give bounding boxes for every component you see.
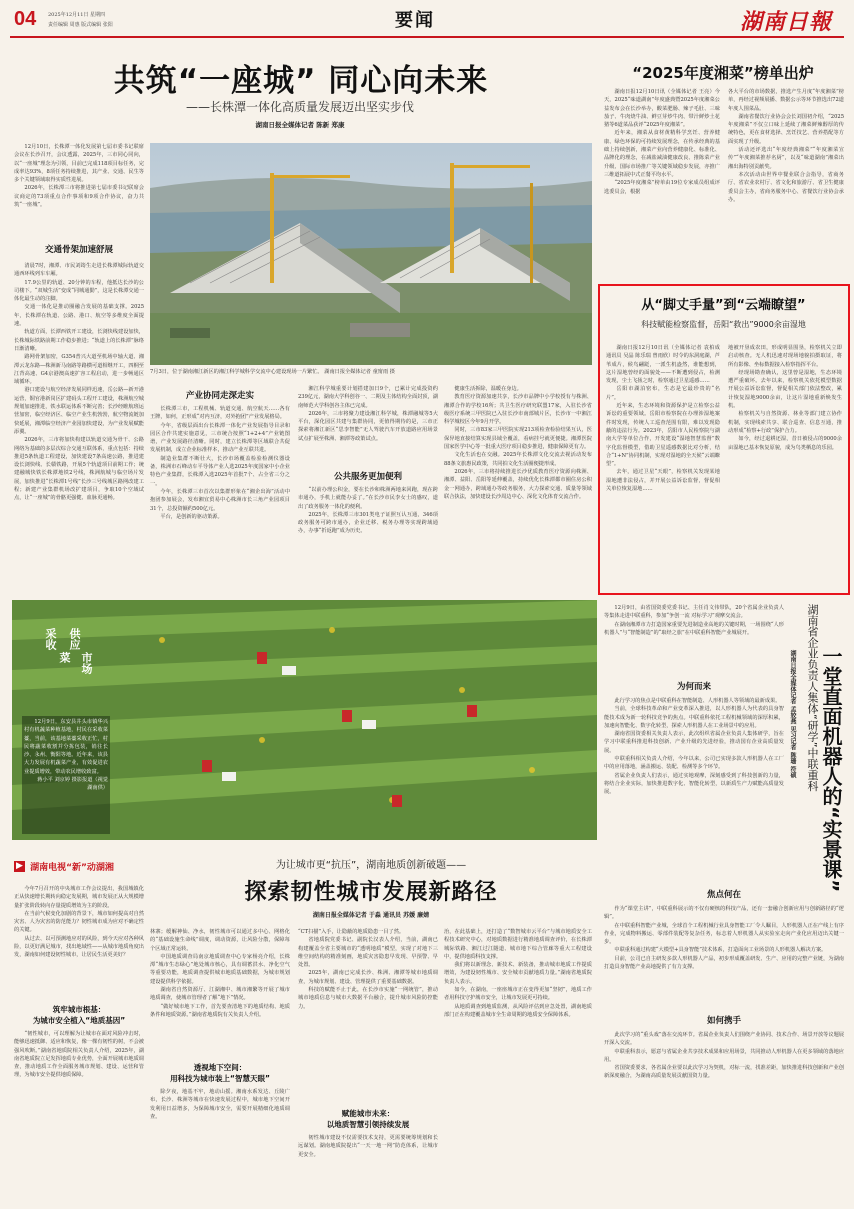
lead-headline: 共筑“一座城” 同心向未来 [113, 63, 489, 99]
paragraph: 近年来，生态环境和资源保护是立检察公益诉讼的重要领域。岳阳市检察院在办理涉湿地案件时发现，传统人工巡查范围有限，难以发现隐蔽的违法行为。2023年，岳阳市人民检察院与湖南大学等单位合作，开发建设“湿地智慧监督”数字化监督模型，借助卫星遥感数据比对分析，结合“1+N”协同机制，实现对湿地的全天候“云端瞭望”。 [606, 403, 720, 468]
lead-column-1 [14, 262, 144, 582]
paragraph: 教育医疗资源加速共享，长沙市品牌中小学校授有与株洲、湘潭合作的学校16所；共卫生医疗研究联盟17家，入驻长沙省级医疗系统三甲医院已入驻长沙市南部城片区，长沙市一中湘江科学城校区今年9月开学。 [444, 394, 592, 426]
story-zoomlion-byline [788, 650, 800, 870]
header-editors: 责任编辑 周惠 版式编辑 张阳 [48, 22, 113, 28]
paragraph: 除夕夜，地基不牢，地动山摇。湘南水系发达、丘陵广布，长沙、株洲等城市在快速发展过程中，城市地下空间开发利用日益增多，为保障城市安全，需要开展精细化地质调查。 [150, 1089, 290, 1120]
lead-subhead-industry: 产业协同走深走实 [185, 391, 254, 401]
paragraph: 2026年，三市将持续推进长沙优质教育医疗资源向株洲、湘潭、益阳、岳阳等延伸覆盖，持续优化长株潭都市圈住房公积金一网通办，跨域通办等政务服务，大力探索交通、质量等领域联合执法，加快建设长沙周边中心、深化文化体育交流合作。 [444, 468, 592, 500]
story-zoomlion-lead [604, 604, 784, 672]
story-wetland-col-1 [606, 344, 720, 589]
section-title: 要闻 [395, 10, 435, 31]
paragraph: 近年来，湘菜从食材黄精科学烹饪、营养健康、绿色环保的可持续发展理念，在传承经典的基础上持续创新，湘菜产业向营养健康化、标准化、品牌化的理念，在减盐减油健康改良、推陈菜产业升级、国际市场推广等关键领域稳步发展，亦推广三维道拓展中式正餐平均水平。 [604, 130, 720, 178]
paragraph: 今年7月召开的中央城市工作会议提出，我国城镇化正从快速增长期转向稳定发展期，城市发展正从大规模增量扩张阶段转向存量提质增效为主的阶段。 [14, 886, 144, 909]
story-resilience-title: 探索韧性城市发展新路径 [244, 879, 498, 905]
paragraph: “CT扫描”入手，让隐蔽的地质隐患一目了然。 [298, 929, 405, 935]
paragraph: 17.9公里的轨道、20分钟的车程，他抵达长沙的公司楼下。“双城生活”变成“同城通勤”，这是长株潭交通一体化最生动的注脚。 [14, 279, 144, 303]
story-zoomlion-title [804, 604, 846, 894]
story-resilience-byline: 湖南日报全媒体记者 于淼 通讯员 苏媛 廉婧 [312, 912, 430, 919]
paragraph: 2026年，三市将聚力建设湘江科学城，株潭融城等5大平台，深化园区共建与集群协同，更值得期待的是，三市正探索将湘江新区“思李智能”无人驾驶汽车开放道路应用场景试点扩展至株洲、湘潭等政策试点。 [298, 410, 438, 442]
story-zoomlion-subhead-how: 如何携手 [706, 1016, 741, 1026]
lead-intro [14, 143, 144, 235]
paragraph: 如今，在湖南，一座座城市正在变得更加“坚韧”，地质工作者用科技守护城市安全，让城市发展更可持续。 [444, 987, 592, 1002]
paragraph: 活动还评选出“年度经典湘菜”“年度湘菜宣传”“年度湘菜推荐名厨”，以及“味道湖南”湘菜出湘出海特别贡献奖。 [728, 147, 844, 170]
paragraph: 中联重科表示，愿意与省属企业共享技术成果和应用场景，共同推动人形机器人在更多领域的落地应用。 [604, 1048, 844, 1063]
paragraph: 在中联重科智能产业城，全球首个工程机械行业具身智能工厂令人瞩目，人形机器人正在产线上有序作业，完成物料搬运、零部件装配等复杂任务，标志着人形机器人从实验室走向产业化应用迈出关键一步。 [604, 922, 844, 946]
subhead-line: 筑牢城市根基： [52, 1005, 106, 1014]
paragraph: 治，在此基础上，还打造了“数智城市云平台”与城市地质安全工程技术研究中心，对地质数据进行精准地质调查评价，在长株潭城际铁路、湘江过江隧道、城市地下综合管廊等重大工程建设中，提供地质科技支撑。 [444, 929, 592, 960]
paragraph: 作为“课堂主讲”，中联重科展示的不仅有硬核的科技产品，还有一套融合创新应用与创新路径的“逻辑”。 [604, 906, 844, 921]
story-resilience-col-3 [298, 928, 438, 1104]
paragraph: 此次学习的“重头戏”落在交流环节。省属企业负责人们围绕产业协同、技术合作、场景开放等议题展开深入交流。 [604, 1032, 844, 1047]
story-xiangcai-col-2 [728, 88, 844, 284]
tv-icon: ▶ [14, 861, 25, 872]
paragraph: 此行学习的焦点是中联重科在智能制造、人形机器人等领域的最新成果。 [614, 698, 781, 704]
paragraph: 经现场勘查确认，这里曾是湿地，生态环境遭严重破坏。去年以来，检察机关依托模型数据开展公益诉讼监督，督促相关部门依法整改，累计恢复湿地9000余亩，让这片湿地重新焕发生机。 [728, 369, 842, 410]
harvest-photo-label-4 [78, 652, 98, 674]
story-zoomlion-title-small: 湖南省企业负责人集体“研学”中联重科 [806, 604, 819, 792]
story-zoomlion-how [604, 1031, 844, 1201]
story-zoomlion-title-main: 一堂直面机器人的“实景课” [819, 646, 843, 893]
paragraph: 去年，通过卫星“天眼”，检察机关发现某地湿地遭非法侵占，并开展公益诉讼监督，督促相关单位恢复湿地…… [606, 469, 720, 493]
paragraph: 2026年，长株潭三市将推进第七届市委书记联席会议商定的73项重点合作事项和9项合作协议，奋力共筑“一座城”。 [14, 185, 144, 209]
story-resilience-col-2 [150, 928, 290, 1058]
paragraph: 轨道方面，长潭西铁开工建设，长浏快线建设加快，长株城际铁路前期工作稳步推进；“轨道上的长株潭”脉络日渐清晰。 [14, 329, 144, 352]
paragraph: 岳阳市湖泊密布，生态是它最珍贵的“名片”。 [606, 386, 720, 401]
lead-column-3b [298, 486, 438, 582]
story-zoomlion-subhead-why: 为何而来 [676, 682, 711, 692]
paragraph: 中联重科相关负责人介绍，今年以来，公司已实现多款人形机器人在工厂中的应用落地，涵盖搬运、装配、检测等多个环节。 [604, 756, 784, 771]
paragraph: 中国地质调查局南京地质调查中心专家杨亮介绍，长株潭“城市生态绿心”地处城市核心，具有调蓄洪水、净化空气等重要功能，地质调查提供城市地质基础数据，为城市规划建设提供科学依据。 [150, 953, 290, 985]
paragraph: “以前办理公积金，要在长沙和株洲两地来回跑，现在跨市通办，手机上就能办妥了。”在长沙市民李女士的感叹，道出了政务服务一体化的便利。 [298, 487, 438, 510]
paragraph: 长株潭三市，工程机械、轨道交通、航空航天……各有王牌，如何，正形成“对内互济，对外抱团”产业发展格局。 [150, 406, 290, 421]
story-resilience-subhead-3 [298, 1108, 438, 1130]
subhead-line: 以地质智慧引领持续发展 [326, 1120, 410, 1129]
paragraph: 从过去、以可预测地应对的风险，到今天应对各种风险，以更好满足城市，找出地域性——从城市地质角度出发，湖南如何建设韧性城市，让居民生活更美好？ [14, 935, 144, 959]
paragraph: 2026年，三市将加快构建以轨道交通为骨干、公路网络为基础的多层次综合交通互联体系，重点包括：持续推进5条轨道工程建设，加快建设7条高速公路，推进建设长浏快线、长赣铁路，开展5个轨道项目前期工作；统建融城快铁长株潭地铁2号线，株洲航城与临空场片发展，加快推进“长株潭1号线”长沙三号线城区路网改建工程；新建产业集群机场改扩建项目，争取10个空域试点，让“一座城”的骨骼更强健、血脉更通畅。 [14, 437, 144, 502]
paragraph: 在当前气候变化加剧的背景下，城市如何提高对自然灾害、人为灾害的防范能力？韧性城市成为应对不确定性的关键。 [14, 910, 144, 934]
paragraph: 平台，是创新的驱动策源。 [160, 513, 223, 520]
paragraph: 湘江科学城重要计划搭建加日9个，已累计完成投资约239亿元，湖南大学科创谷一、二期及主体结构全面封顶，湖南师范大学科创谷主体已完成。 [298, 386, 438, 409]
story-wetland-box [598, 284, 850, 595]
paragraph: 省属企业负责人们表示，通过实地观摩，深刻感受到了科技创新的力量，将结合企业实际，加快推进数字化、智能化转型，以新质生产力赋能高质量发展。 [604, 772, 784, 796]
paragraph: 省地质院党委书记、副院长汉表人介绍，当前，湖南已构建覆盖全省主要城市的“透明地质”模型，实现了对地下三维空间结构的精准刻画，地质灾害隐患早发现、早预警、早处置。 [298, 937, 438, 969]
story-xiangcai-title: “2025年度湘菜”榜单出炉 [632, 64, 814, 82]
story-resilience-col-4 [444, 928, 592, 1202]
label-text: 采收 [44, 628, 57, 650]
subhead-line: 用科技为城市装上“智慧天眼” [170, 1074, 270, 1083]
story-resilience-col-3b [298, 1134, 438, 1202]
story-resilience-col-1b [14, 1030, 144, 1202]
paragraph: 如今，经过退耕还湿，昔日被侵占的9000余亩湿地已基本恢复原貌，成为鸟类栖息的乐园。 [728, 436, 842, 451]
subhead-line: 赋能城市未来： [341, 1109, 395, 1118]
paragraph: 2025年，长株潭三市301类电子证照互认互通，346项政务服务可跨市通办，企业迁移、税务办理等实现跨域通办，办事“折返跑”成为历史。 [298, 511, 438, 535]
paragraph: 在湖南湘潭市力打造国家重要先进制造业高地的关键时期，一场围绕“人形机器人”与“智能制造”的“取经之旅”在中联重科智能产业城展开。 [604, 621, 784, 636]
lead-subhead-transport: 交通骨架加速舒展 [44, 245, 113, 255]
paragraph: 目前，公司已自主研发多款人形机器人产品，初步形成覆盖研发、生产、应用的完整产业链，为湖南打造具身智能产业高地提供了有力支撑。 [604, 955, 844, 971]
paragraph: 2025年，湖南已完成长沙、株洲、湘潭等城市地质调查，为城市规划、建设、管理提供了重要基础数据。 [298, 970, 438, 985]
paragraph: 文化生活也在交融。2025年长株潭文化交流去视活动发布88条文旅惠民政策，共同拍文化生活圈便捷形成。 [444, 452, 592, 467]
story-resilience-pretitle: 为让城市更“抗压”，湖南地质创新破题—— [275, 860, 467, 871]
newspaper-logo: 湖南日報 [740, 9, 833, 35]
harvest-photo-label-3 [66, 628, 86, 650]
harvest-photo-label-1 [44, 628, 64, 650]
lead-photo-caption: 7月3日，位于湖南湘江新区的湘江科学城科学交流中心建设现场一片繁忙。 湖南日报全媒体记者 童甯雨 摄 [150, 369, 395, 375]
paragraph: 港口建设与航空经济发展同样迅速，岳公路—新开港运营，铜官港新岗区扩建码头工程开工建设，株洲航空城规划加速推进，铁水联运体系不断完善；长沙经睢航班运营加密，临空经济区、临空产业生机勃勃，航空物流链加快延展，湘潭临空经济产业园加快建设，为产业发展赋能添翼。 [14, 387, 144, 435]
story-zoomlion-focus [604, 905, 844, 1005]
page-number: 04 [14, 8, 37, 30]
lead-byline: 湖南日报全媒体记者 陈新 郑康 [255, 121, 345, 129]
tv-logo-label [14, 856, 144, 872]
tv-label-text: 湖南电视“新”动湖湘 [30, 863, 114, 873]
label-text: 菜 [58, 652, 71, 663]
lead-column-2 [150, 405, 290, 582]
lead-subtitle: ——长株潭一体化高质量发展迈出坚实步伐 [185, 100, 414, 114]
paragraph: 湖南省自然资源厅、江湖湘中、城市湘繁等开展了城市地质调查，使城市管理者了解“地下”情况。 [150, 987, 290, 1002]
paragraph: 从地质调查到地质监测，从风险评估到应急处置，湖南地质部门正在构建覆盖城市全生命周期的地质安全保障体系。 [444, 1003, 592, 1018]
story-xiangcai-col-1 [604, 88, 720, 284]
paragraph: 科技的赋能不止于此，在长沙市实施“一网统管”，推动城市地质信息与城市大数据平台融合，提升城市风险防控能力。 [298, 987, 438, 1010]
paragraph: 地被开垦成农田，形成明显围垦，检察机关立即启动核查。无人机迅速对现场地貌拍摄取证，将所有影像、坐标数据接入检察指挥平台。 [728, 345, 842, 368]
story-resilience-subhead-1 [14, 1004, 144, 1026]
story-wetland-col-2 [728, 344, 842, 589]
header-rule [10, 36, 844, 38]
story-resilience-col-1 [14, 885, 144, 1000]
paragraph: 各大平台的市场数据，推选产生月度“年度湘菜”榜单，再经过视频展播、数据公示等环节推选出72道年度人围菜品。 [728, 89, 844, 112]
lead-column-3 [298, 385, 438, 467]
paragraph: 制造业集群不断壮大，长沙市场覆盖检验检测仪器设备，株洲市石峰动车平导体产业人选2025年度国家中小企业特色产业集群，长株潭入选2025年首批7个、占全省三分之一。 [150, 455, 290, 487]
story-zoomlion-why [604, 697, 784, 877]
paragraph: 湖南日报12月10日讯（全媒体记者 袁柏成 通讯员 吴晶 陈乐瑞 曾雨欣）时令的东洞庭湖，芦苇成片，候鸟翩跹，一派生机盎然，谁能想到，这片湿地曾经的面貌处——不断遭到侵占，检测发现，尘土飞扬之时，检察通过卫星遥感…… [606, 345, 720, 385]
label-text: 供应 [68, 628, 81, 650]
caption-credit: 蒋小平 刘京婷 摄影报道（视觉湖南供） [37, 777, 108, 792]
paragraph: 健康生活拆除，温暖在身边。 [454, 386, 522, 392]
paragraph: 中联重科通过构建“大模型+具身智能”技术体系，打造面向工业场景的人形机器人解决方案。 [614, 947, 827, 954]
paragraph: 当前，全球科技革命和产业变革深入推进，以人形机器人为代表的具身智能技术成为新一轮科技竞争的焦点。中联重科依托工程机械领域的深厚积累，加速向智能化、数字化转型，探索人形机器人在工业场景中的应用。 [604, 706, 784, 729]
paragraph: 湖南日报12月10日讯（全媒体记者 王亮）今天，2025“味道湖南”年度盛典暨2025年度湘菜公益发布会在长沙举办，酸菜肥肠、辣子毛肚、三味茄子、牛肉烧牛油、鲜豆芽炒牛肉、带汁鲜炒土花猪等6道菜品获评“2025年度湘菜”。 [604, 89, 720, 129]
paragraph: 林寨；缓解神仙、净水，韧性城市可以通过多中心、网格化的“基础设施生命线”调度，调动资源，让风险分散，保障每个区域正常运转。 [150, 929, 290, 952]
subhead-line: 为城市安全植入“地质基因” [32, 1016, 126, 1025]
story-resilience-subhead-2 [150, 1062, 290, 1084]
header-date: 2025年12月11日 星期四 [48, 12, 106, 18]
masthead [0, 0, 854, 40]
paragraph: 检察机关与自然资源、林业等部门建立协作机制，实现线索共享、联合巡查、信息互通，推动形成“检察+行政”保护合力。 [728, 411, 842, 434]
paragraph: 湖南省餐饮行业协会会长刘国初介绍，“2025年度湘菜”不仅立口味上延续了湘菜鲜辣醇厚的传统特色，更在食材选择、烹饪技艺、营养搭配等方面实现了升级。 [728, 113, 844, 145]
paragraph: 今年，省级层面出台长株潭一体化产业发展指导目录和园区合作共建实施意见，三市统合按照“1+2+4”产业链图谱，产业发展路径清晰。同时，建立长株潭等区域联合共促发展机制，成立企业标准样本，推动产业互联共进。 [150, 422, 290, 454]
paragraph: “做好城市地下工作，首先要查清地下的地质结构、地质条件和地质资源。”湖南省地质院有关负责人介绍。 [150, 1003, 290, 1018]
story-wetland-subtitle: 科技赋能检察监督，岳阳“救出”9000余亩湿地 [641, 320, 806, 329]
paragraph: 清晨7时，湘潭、市民刘筠生走进长株潭城际轨道交通西环线列车车厢。 [14, 263, 144, 278]
caption-text: 12月9日，东安县井头市镇华兴村有机蔬菜种植基地，村民在采收菜薹，当前，该基地菜薹采收正忙，村民将蔬菜收割并分拣包装，销往长沙、永州、衡阳等地。近年来，该县大力发展有机蔬菜产业，有效促进农业提质增效，带动农民增收致富。 [24, 719, 108, 775]
construction-site-illustration [150, 143, 592, 365]
lead-column-4 [444, 385, 592, 595]
lead-photo-construction [150, 143, 592, 365]
byline-text: 湖南日报全媒体记者 孟姣燕 见习记者 陈珊 符硕 [789, 650, 796, 779]
paragraph: 韧性城市建设不仅需要技术支持，更需要统筹规划和长远谋划。湖南地质院提出“一天一地一网”防范体系，让城市更安全。 [298, 1135, 438, 1158]
paragraph: 交通一体化是推动圈融合发展的基础支撑。2025年，长株潭在轨道、公路、港口、航空等多维度全面提速。 [14, 304, 144, 328]
story-zoomlion-subhead-focus: 焦点何在 [706, 890, 741, 900]
paragraph: 今年，长株潭三市首次以集群形象在“湘企出海”活动中抱团参加展会，发布湘宜贸易中心株洲市长三角产业园项目31个，总投资额约500亿元。 [150, 488, 290, 512]
story-wetland-title: 从“脚丈手量”到“云端瞭望” [641, 298, 806, 313]
paragraph: 湖南省国资委相关负责人表示，此次组织省属企业负责人集体研学，旨在学习中联重科推进科技创新、产业升级的先进经验，推动国有企业高质量发展。 [604, 731, 784, 754]
paragraph: “韧性城市，可以理解为让城市在面对风险冲击时，能够迅速抵御、适应和恢复，像一棵有韧性的树，不会被强风吹断。”湖南省地质院相关负责人介绍，2025年，湖南省地质院立足发挥地质专业优势，全面开展城市地质调查，推动地质工作全面服务城市规划、建设、运营和管理，为城市安全提供地质保障。 [14, 1031, 144, 1079]
paragraph: 我们将以新理念、新技术、新装备，推动城市地质工作提质增效，为建设韧性城市、安全城市贡献地质力量。”湖南省地质院负责人表示。 [444, 962, 592, 985]
label-text: 市场 [80, 652, 93, 674]
paragraph: 12月9日，由省国资委党委书记、主任肖文伟带队，20个省属企业负责人等集体走进中联重科，参加“争创一流 对标学习”观摩交流会。 [604, 605, 784, 620]
paragraph: “2025年度湘菜”榜单由19位专家成员组成评选委员会，根据 [604, 180, 720, 195]
paragraph: 省国资委要求，各省属企业要以此次学习为契机，对标一流，找准差距，加快推进科技创新和产业创新深度融合，为湖南高质量发展贡献国资力量。 [604, 1065, 844, 1080]
harvest-photo-label-2 [56, 652, 76, 663]
subhead-line: 透视地下空间： [193, 1063, 247, 1072]
story-resilience-col-2b [150, 1088, 290, 1202]
harvest-photo-caption [22, 716, 110, 834]
paragraph: 12月10日，长株潭一体化发展第七届市委书记联席会议在长沙召开，会议透露，2025年，三市同心同向，以“一座城”理念为引领，目前已完成118项目标任务，完成率达93%，8项任务持续推进，其产业、交通、民生等多个关键领域取得实质性进展。 [14, 144, 144, 184]
paragraph: 路网骨架加密，G354普兴大道至机场中轴大道、湘潭云龙东路—株洲新马南路等路横可道相继开工，四桐至江背高速、G4京港澳高速扩容工程启动，进一步畅通区域循环。 [14, 354, 144, 386]
lead-subhead-service: 公共服务更加便利 [333, 472, 402, 482]
paragraph: 同时，三市83家三甲医院实现213项检查检验结果互认，医保异地直接结算实现县域全覆盖，看病挂号就更便捷。湘潭医院国家医学中心等一批重大医疗项目稳步推进，健康保障更有力。 [444, 427, 592, 451]
paragraph: 本次活动由世界中餐业联合会指导，省商务厅、省农业农村厅、省文化和旅游厅、省卫生健康委员会主办，省商务服务中心、省餐饮行业协会承办。 [728, 171, 844, 203]
